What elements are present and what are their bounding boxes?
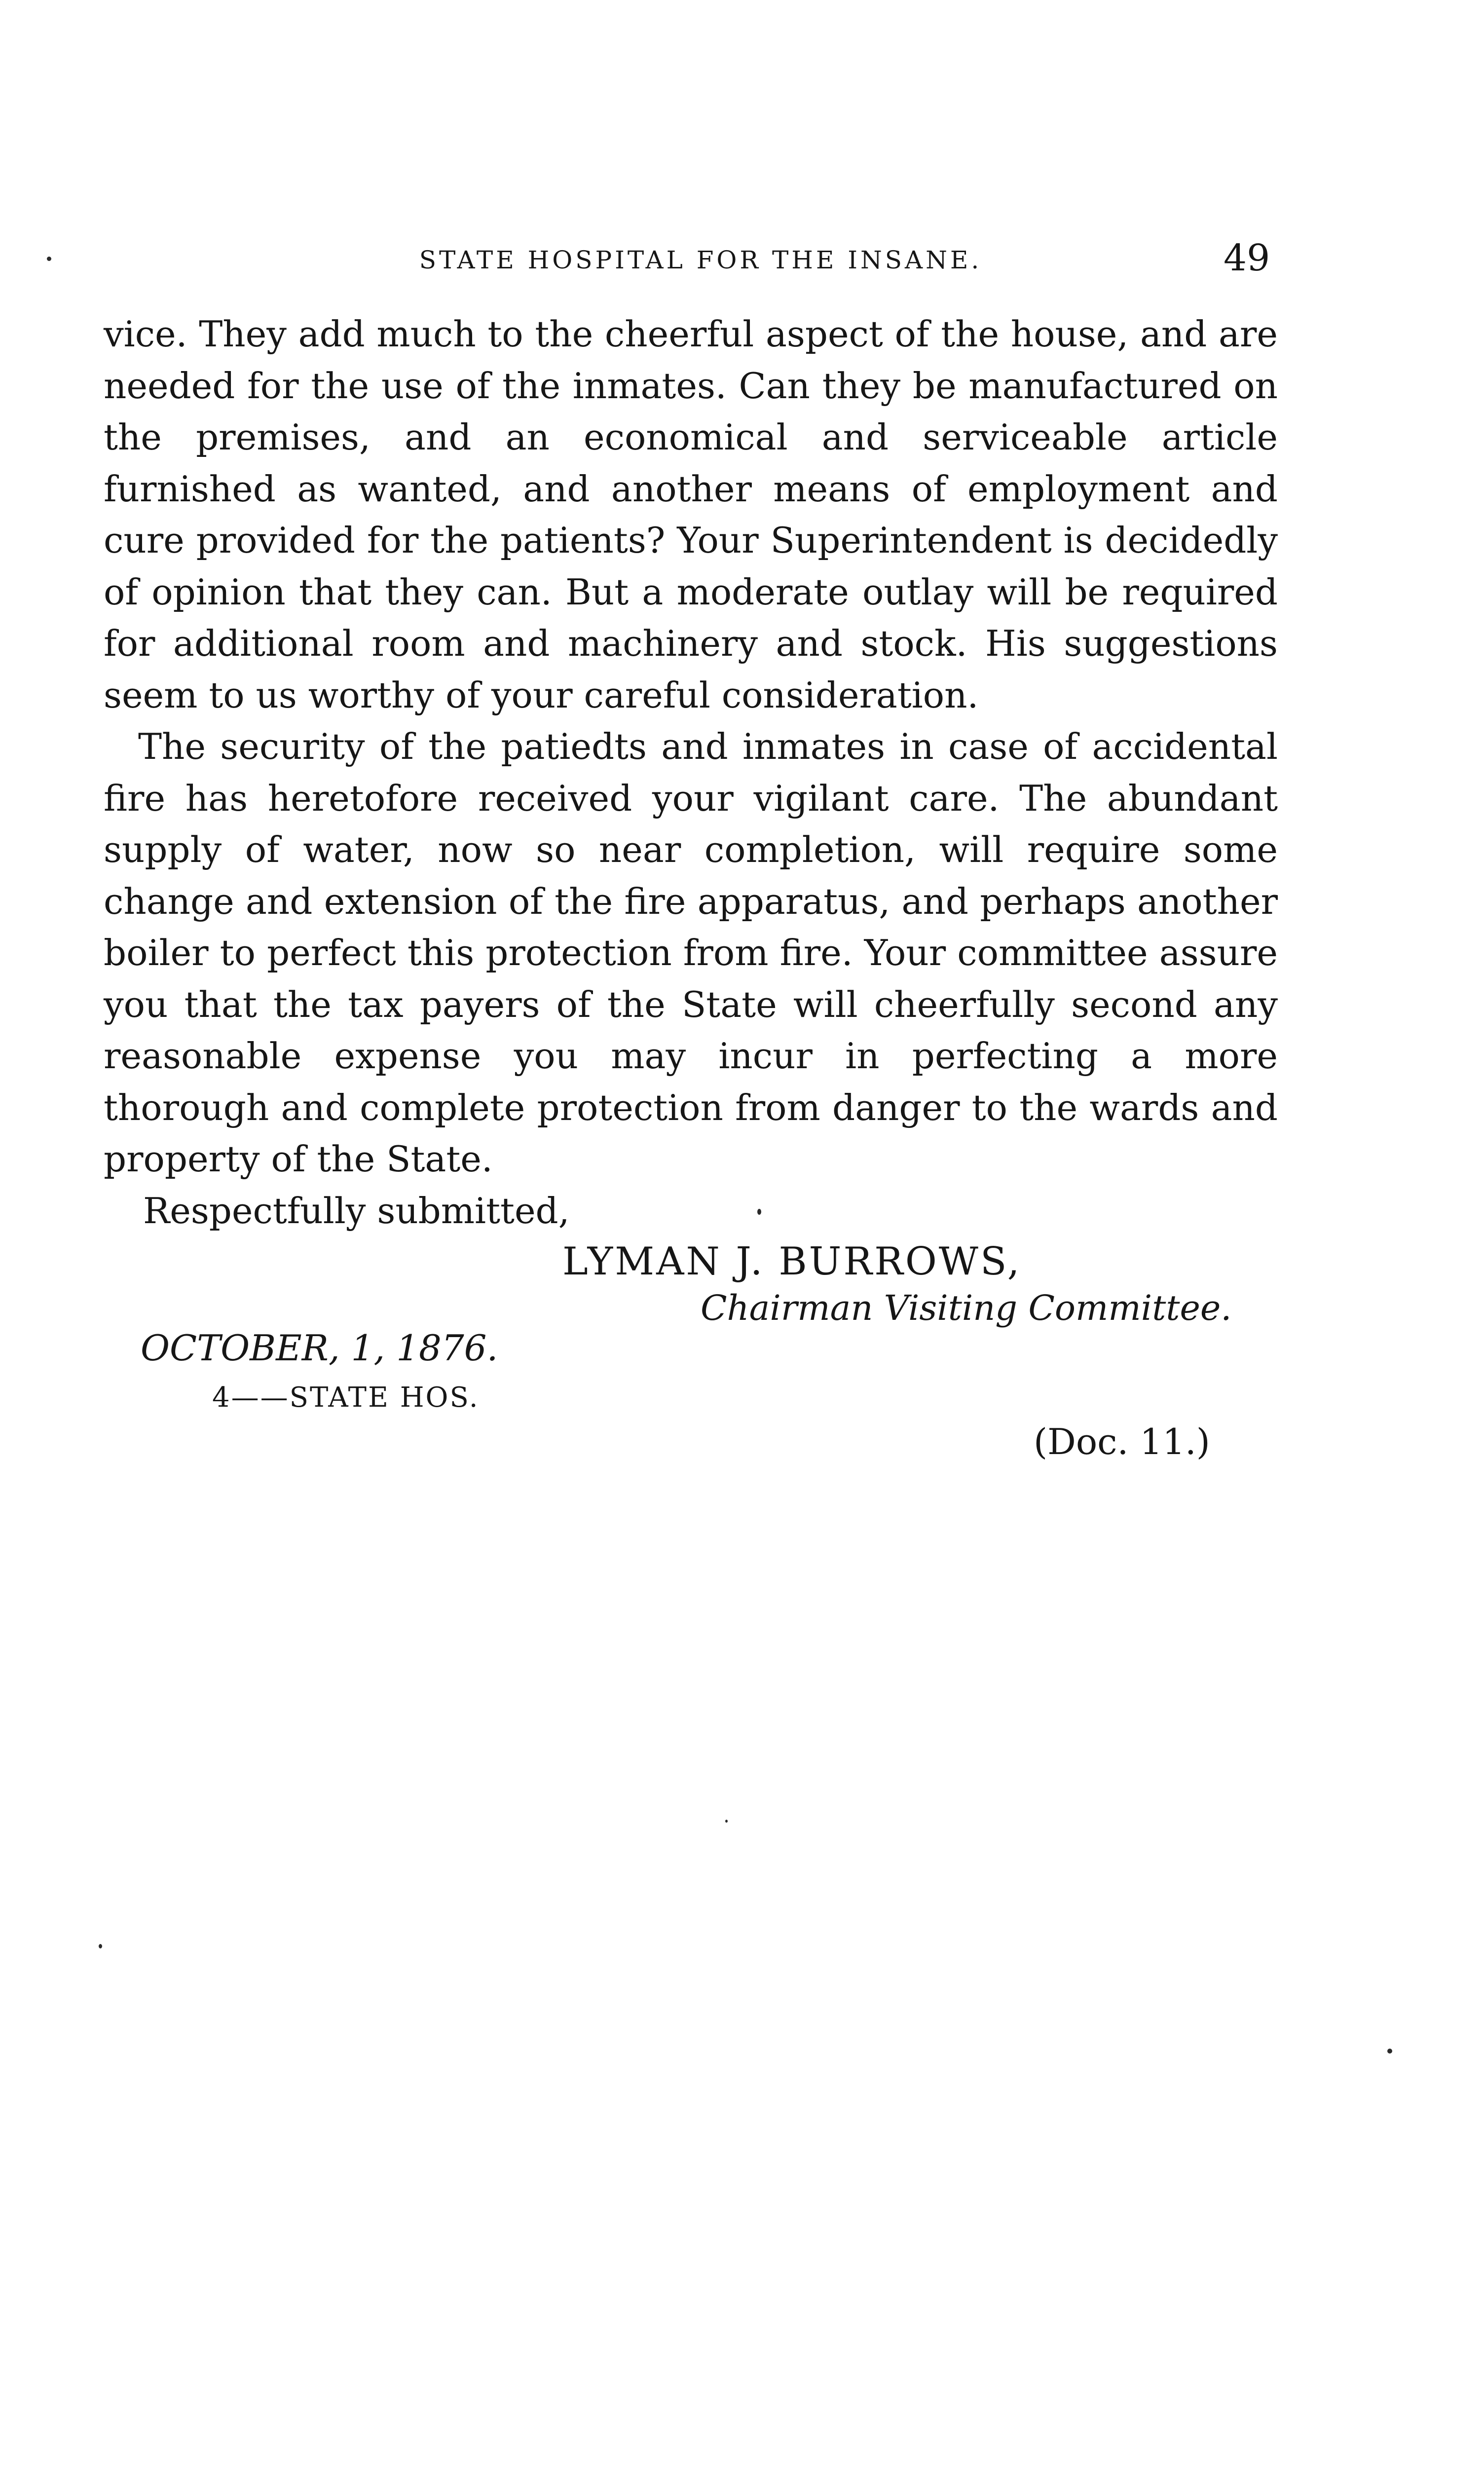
scan-speck — [99, 1944, 102, 1948]
scan-speck — [1387, 2049, 1392, 2054]
signatory-title: Chairman Visiting Committee. — [701, 1288, 1232, 1328]
paragraph-fire-safety: The security of the patiedts and inmates in case of accidental fire has heretofore received your vigilant care. The abundant supply of water, now so near completion, will require some change and extension of the fire apparatus, and perhaps another boiler to perfect this protection from fire. Your committee assure you that the tax payers of the State will cheerfully second any reasonable expense you may incur in perfecting a more thorough and complete protection from danger to the wards and property of the State. — [104, 726, 1278, 1180]
running-header-title: STATE HOSPITAL FOR THE INSANE. — [419, 246, 982, 274]
scan-speck — [757, 1209, 761, 1215]
document-reference: (Doc. 11.) — [1034, 1421, 1210, 1462]
scan-speck — [47, 257, 51, 261]
printer-signature-mark: 4——STATE HOS. — [212, 1382, 480, 1414]
body-text — [104, 308, 1278, 1185]
report-date: OCTOBER, 1, 1876. — [141, 1327, 498, 1369]
signatory-name: LYMAN J. BURROWS, — [562, 1239, 1022, 1284]
page-number: 49 — [1224, 237, 1270, 279]
closing-salutation: Respectfully submitted, — [143, 1190, 570, 1232]
paragraph-continuation: vice. They add much to the cheerful aspect of the house, and are needed for the use of the inmates. Can they be manufactured on the premises, and an economical and serviceable article furnished as wanted, and another means of employment and cure provided for the patients? Your Superintendent is decidedly of opinion that they can. But a moderate outlay will be required for additional room and machinery and stock. His suggestions seem to us worthy of your careful consideration. — [104, 313, 1278, 716]
scan-speck — [725, 1820, 728, 1823]
